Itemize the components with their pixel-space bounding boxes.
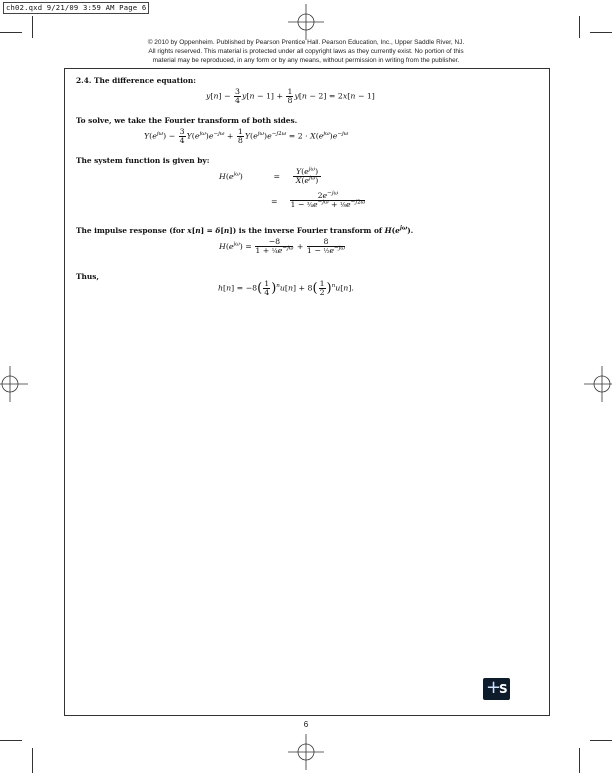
impulse-response-text: The impulse response (for x[n] = δ[n]) is the inverse Fourier transform of $H(e^{j\omega})$. bbox=[76, 225, 414, 235]
copyright-notice bbox=[140, 38, 472, 65]
crop-mark-bottom-right-v bbox=[579, 748, 580, 773]
system-function-result: = $\frac{2e^{-j\omega}}{1 - \frac{3}{4}e^{-j\omega} + \frac{1}{8}e^{-j2\omega}}$ bbox=[271, 190, 366, 209]
crop-mark-top-right bbox=[590, 32, 612, 33]
fourier-transform-equation: $Y(e^{j\omega})$ − $\frac{3}{4}$ $Y(e^{j\omega})e^{-j\omega}$ + $\frac{1}{8}$ $Y(e^{j\omega})e^{-j2\omega} = 2 \cdot X(e^{j\omega})e^{-j\omega}$ bbox=[144, 127, 349, 145]
solve-text: To solve, we take the Fourier transform of both sides. bbox=[76, 116, 298, 125]
copyright-line: material may be reproduced, in any form or by any means, without permission in writing from the publisher. bbox=[152, 57, 460, 64]
impulse-response-result: h[n] = −8( $\frac{1}{4}$ )$^n$u[n] + 8( $\frac{1}{2}$ )$^n$u[n]. bbox=[218, 279, 354, 297]
problem-heading bbox=[76, 76, 196, 85]
registration-mark-right bbox=[584, 366, 612, 402]
crop-mark-top-left-v bbox=[32, 16, 33, 38]
thus-text: Thus, bbox=[76, 272, 99, 281]
crop-mark-bottom-left bbox=[0, 740, 22, 741]
problem-intro: The difference equation: bbox=[94, 76, 196, 85]
crop-mark-bottom-left-v bbox=[32, 748, 33, 773]
difference-equation: y[n] − $\frac{3}{4}$ y[n − 1] + $\frac{1}{8}$ y[n − 2] = 2x[n − 1] bbox=[206, 87, 375, 105]
page-frame bbox=[64, 68, 550, 716]
partial-fraction-equation: $H(e^{j\omega})$ = $\frac{-8}{1 + \frac{1}{4}e^{-j\omega}}$ + $\frac{8}{1 - \frac{1}{2}e^{-j\omega}}$ bbox=[219, 237, 345, 255]
scribd-badge-button[interactable] bbox=[483, 678, 510, 700]
page-number: 6 bbox=[303, 720, 309, 729]
problem-number: 2.4. bbox=[76, 76, 92, 85]
print-header: ch02.qxd 9/21/09 3:59 AM Page 6 bbox=[3, 2, 149, 14]
system-function-equation: $H(e^{j\omega})$ = $\frac{Y(e^{j\omega})}{X(e^{j\omega})}$ bbox=[219, 168, 322, 185]
system-function-text: The system function is given by: bbox=[76, 156, 210, 165]
registration-mark-bottom bbox=[288, 734, 324, 770]
copyright-line: All rights reserved. This material is protected under all copyright laws as they currently exist. No portion of this bbox=[148, 48, 464, 55]
crop-mark-top-left bbox=[0, 32, 22, 33]
registration-mark-left bbox=[0, 366, 28, 402]
crop-mark-top-right-v bbox=[579, 16, 580, 38]
badge-letter: S bbox=[499, 682, 508, 696]
registration-mark-top bbox=[288, 4, 324, 40]
copyright-line: © 2010 by Oppenheim. Published by Pearson Prentice Hall. Pearson Education, Inc., Upper Saddle River, NJ. bbox=[147, 39, 465, 46]
crop-mark-bottom-right bbox=[590, 740, 612, 741]
plus-icon: + bbox=[486, 677, 502, 698]
